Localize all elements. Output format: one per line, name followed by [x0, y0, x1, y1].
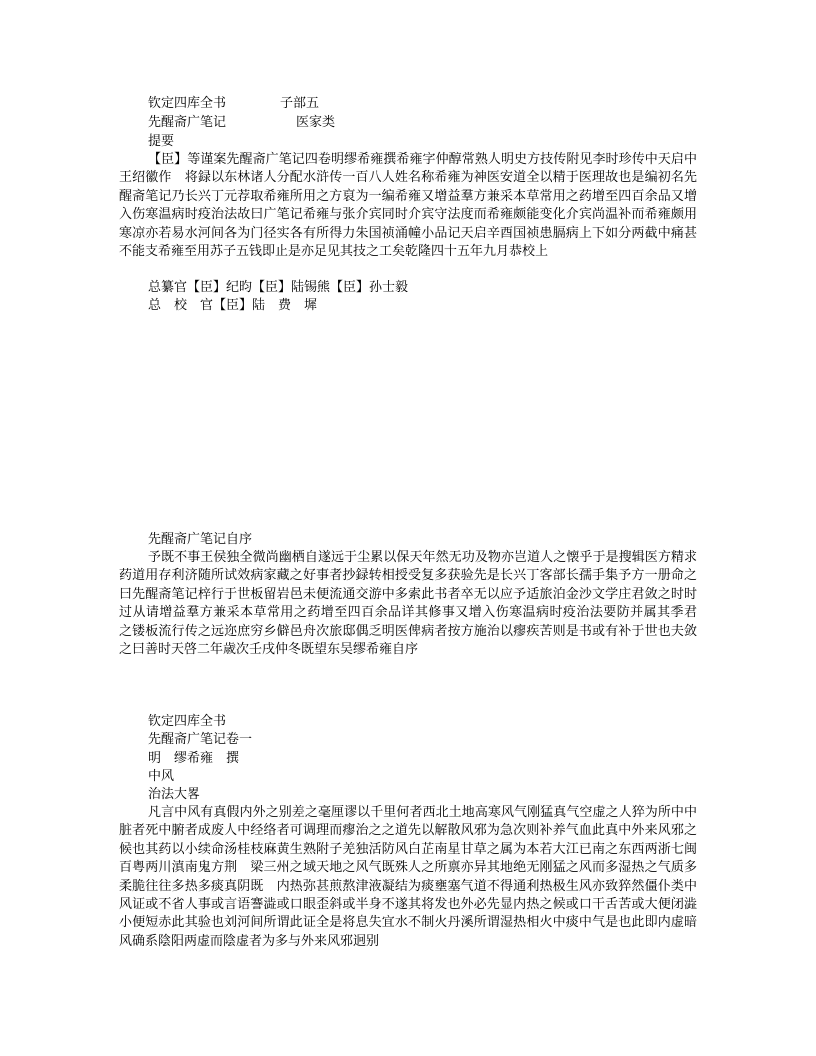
collection-part: 子部五: [280, 96, 320, 111]
book-title-line: [148, 114, 335, 132]
collection-title: 钦定四库全书: [148, 96, 227, 111]
header-line: [148, 95, 319, 113]
volume-title: 先醒斋广笔记卷一: [148, 732, 253, 747]
volume-header: 钦定四库全书: [148, 714, 227, 729]
chapter-title: 中风: [148, 769, 175, 784]
compilers-line: 总纂官【臣】纪昀【臣】陆锡熊【臣】孙士毅: [148, 280, 409, 295]
volume-author: 明 缪希雍 撰: [148, 751, 240, 766]
preface-title: 先醒斋广笔记自序: [148, 532, 253, 547]
volume-paragraph: 凡言中风有真假内外之别差之毫厘谬以千里何者西北土地高寒风气刚猛真气空虚之人猝为所中中脏者死中腑者成废人中经络者可调理而瘳治之之道先以解散风邪为急次则补养气血此真中外来风邪之候也其药以小续命汤桂枝麻黄生熟附子羌独活防风白芷南星甘草之属为本若大江已南之东西两浙七闽百粤两川滇南鬼方荆 梁三州之域天地之风气既殊人之所禀亦异其地绝无刚猛之风而多湿热之气质多柔脆往往多热多痰真阴既 内热弥甚煎熬津液凝结为痰壅塞气道不得通利热极生风亦致猝然僵仆类中风证或不省人事或言语謇澁或口眼歪斜或半身不遂其将发也外必先显内热之候或口干舌苦或大便闭澁小便短赤此其验也刘河间所谓此证全是将息失宜水不制火丹溪所谓湿热相火中痰中气是也此即内虚暗风确系陰阳两虚而陰虚者为多与外来风邪迥别: [119, 805, 697, 949]
book-category: 医家类: [296, 115, 336, 130]
proofreader-line: 总 校 官【臣】陆 费 墀: [148, 298, 318, 313]
summary-paragraph: 【臣】等谨案先醒斋广笔记四卷明缪希雍撰希雍字仲醇常熟人明史方技传附见李时珍传中天启中王绍徽作 将録以东林诸人分配水浒传一百八人姓名称希雍为神医安道全以精于医理故也是编初名先醒斋笔记乃长兴丁元荐取希雍所用之方裒为一编希雍又增益羣方兼采本草常用之药增至四百余品又增入伤寒温病时疫治法故曰广笔记希雍与张介宾同时介宾守法度而希雍颇能变化介宾尚温补而希雍颇用寒凉亦若易水河间各为门径实各有所得力朱国祯涌幢小品记天启辛酉国祯患膈病上下如分两截中痛甚不能支希雍至用苏子五钱即止是亦足见其技之工矣乾隆四十五年九月恭校上: [119, 152, 697, 260]
subchapter-title: 治法大畧: [148, 787, 201, 802]
book-title: 先醒斋广笔记: [148, 115, 227, 130]
summary-label: 提要: [148, 134, 175, 149]
preface-paragraph: 予既不事王侯独全微尚幽栖自遂远于尘累以保天年然无功及物亦岂道人之懐乎于是搜辑医方精求药道用存利济随所试效病家藏之好事者抄録转相授受复多获验先是长兴丁客部长孺手集予方一册命之曰先醒斋笔记梓行于世板留岩邑未便流通交游中多索此书者卒无以应予适旅泊金沙文学庄君敛之时时过从请增益羣方兼采本草常用之药增至四百余品详其修事又增入伤寒温病时疫治法要防并属其季君 之镂板流行传之远迩庶穷乡僻邑舟次旅邸偶乏明医俾病者按方施治以瘳疾苦则是书或有补于世也夫敛之曰善时天啓二年歳次壬戌仲冬既望东吴缪希雍自序: [119, 550, 711, 658]
